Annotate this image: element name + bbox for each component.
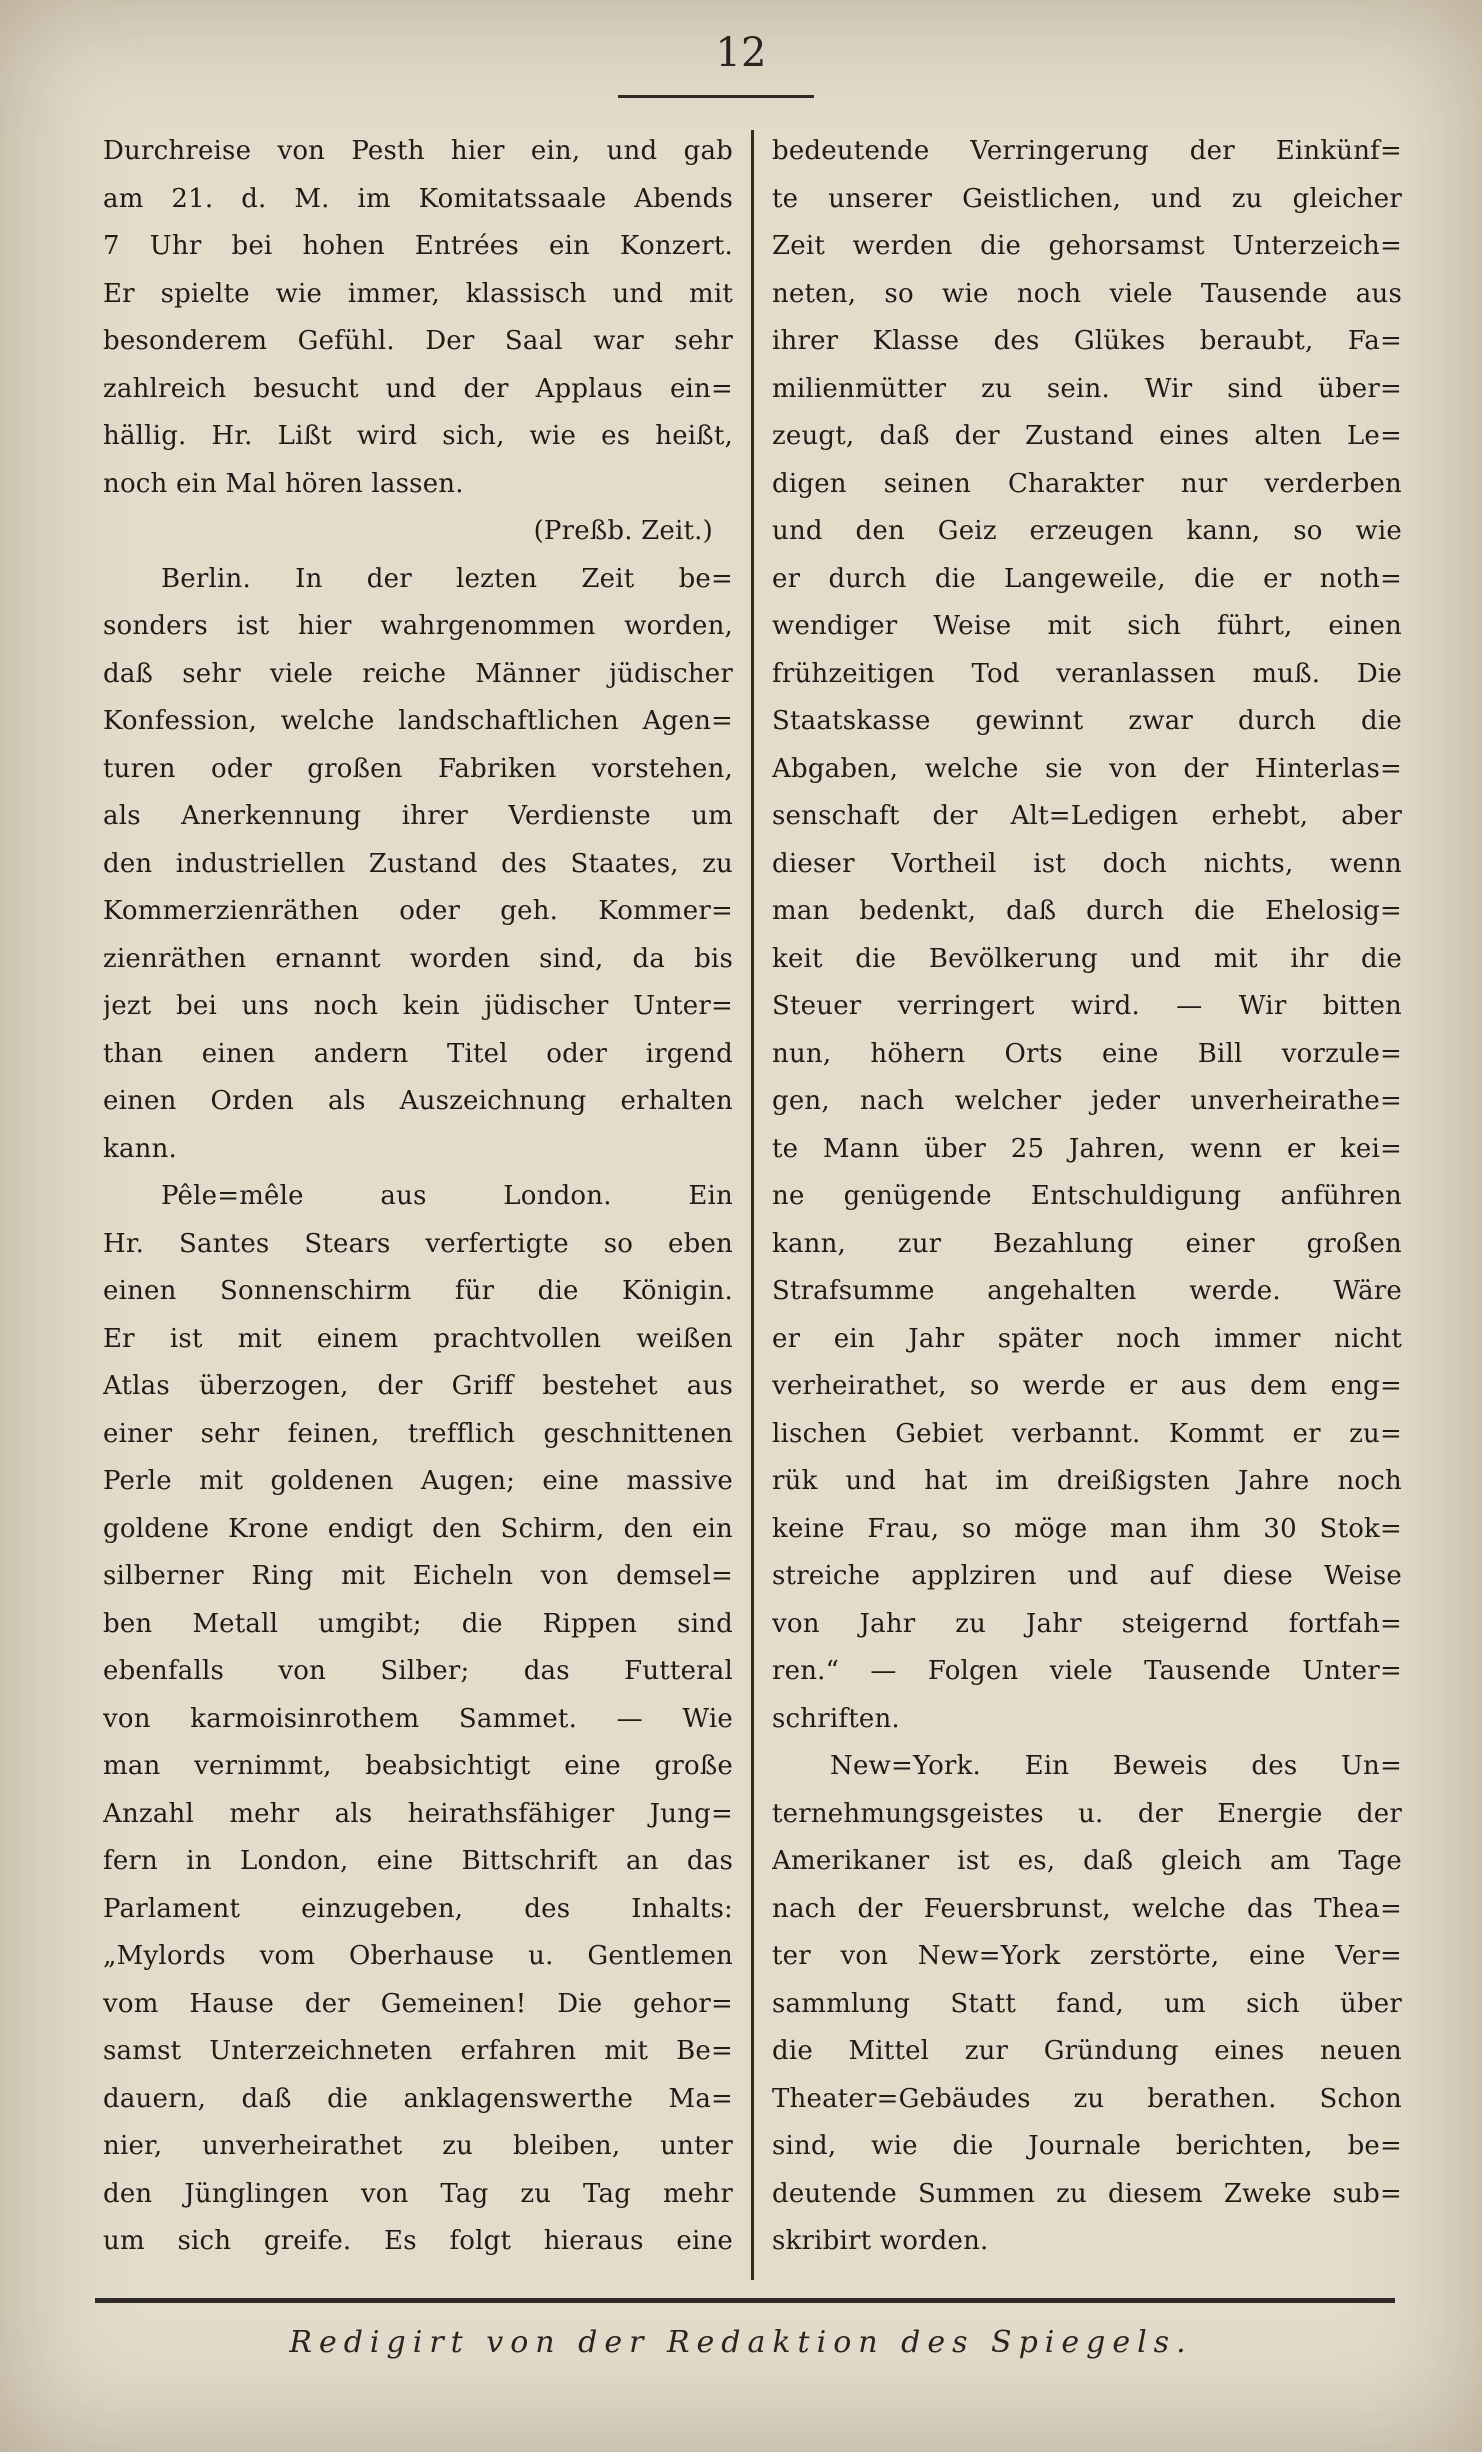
text-line: Berlin. In der lezten Zeit be= [161, 563, 733, 594]
column-divider [751, 130, 754, 2280]
text-line: kann. [103, 1133, 178, 1164]
text-line: Staatskasse gewinnt zwar durch die [772, 706, 1402, 736]
text-line: einen Sonnenschirm für die Königin. [103, 1276, 733, 1306]
text-line: nier, unverheirathet zu bleiben, unter [103, 2131, 733, 2161]
footer-imprint: Redigirt von der Redaktion des Spiegels. [289, 2325, 1193, 2360]
text-line: te Mann über 25 Jahren, wenn er kei= [772, 1133, 1402, 1164]
text-line: dieser Vortheil ist doch nichts, wenn [772, 848, 1402, 879]
text-line: als Anerkennung ihrer Verdienste um [103, 801, 733, 831]
text-line: Theater=Gebäudes zu berathen. Schon [772, 2083, 1402, 2114]
text-line: einen Orden als Auszeichnung erhalten [103, 1086, 733, 1116]
text-line: senschaft der Alt=Ledigen erhebt, aber [772, 801, 1402, 831]
text-line: Abgaben, welche sie von der Hinterlas= [772, 753, 1402, 784]
text-line: sind, wie die Journale berichten, be= [772, 2131, 1402, 2161]
text-line: samst Unterzeichneten erfahren mit Be= [103, 2036, 733, 2066]
text-line: Er spielte wie immer, klassisch und mit [103, 278, 733, 309]
text-line: den industriellen Zustand des Staates, zu [103, 848, 733, 879]
text-line: neten, so wie noch viele Tausende aus [772, 278, 1402, 309]
text-line: ternehmungsgeistes u. der Energie der [772, 1798, 1402, 1829]
text-line: wendiger Weise mit sich führt, einen [772, 611, 1402, 641]
text-line: ter von New=York zerstörte, eine Ver= [772, 1941, 1402, 1971]
text-line: fern in London, eine Bittschrift an das [103, 1846, 733, 1876]
text-line: silberner Ring mit Eicheln von demsel= [103, 1561, 733, 1591]
text-line: um sich greife. Es folgt hieraus eine [103, 2226, 733, 2256]
right-column [772, 128, 1402, 2266]
text-line: er ein Jahr später noch immer nicht [772, 1323, 1402, 1354]
text-line: rük und hat im dreißigsten Jahre noch [772, 1466, 1402, 1496]
header-rule [618, 95, 814, 98]
text-line: nach der Feuersbrunst, welche das Thea= [772, 1893, 1402, 1924]
text-line: und den Geiz erzeugen kann, so wie [772, 516, 1402, 546]
text-line: turen oder großen Fabriken vorstehen, [103, 753, 733, 784]
text-line: vom Hause der Gemeinen! Die gehor= [103, 1988, 733, 2019]
text-line: hällig. Hr. Lißt wird sich, wie es heißt, [103, 421, 733, 451]
left-column [103, 128, 733, 2266]
text-line: Kommerzienräthen oder geh. Kommer= [103, 896, 733, 926]
text-line: Strafsumme angehalten werde. Wäre [772, 1276, 1402, 1306]
text-line: von Jahr zu Jahr steigernd fortfah= [772, 1608, 1402, 1639]
text-line: von karmoisinrothem Sammet. — Wie [103, 1703, 733, 1734]
text-line: keit die Bevölkerung und mit ihr die [772, 943, 1402, 974]
text-line: frühzeitigen Tod veranlassen muß. Die [772, 658, 1402, 689]
text-line: man bedenkt, daß durch die Ehelosig= [772, 896, 1402, 926]
text-line: zienräthen ernannt worden sind, da bis [103, 943, 733, 974]
text-line: bedeutende Verringerung der Einkünf= [772, 136, 1402, 166]
text-line: jezt bei uns noch kein jüdischer Unter= [103, 991, 733, 1021]
text-line: nun, höhern Orts eine Bill vorzule= [772, 1038, 1402, 1069]
text-line: ebenfalls von Silber; das Futteral [103, 1656, 733, 1686]
text-line: Perle mit goldenen Augen; eine massive [103, 1466, 733, 1496]
text-line: lischen Gebiet verbannt. Kommt er zu= [772, 1418, 1402, 1449]
text-line: than einen andern Titel oder irgend [103, 1038, 733, 1069]
text-line: digen seinen Charakter nur verderben [772, 468, 1402, 499]
text-line: ihrer Klasse des Glükes beraubt, Fa= [772, 326, 1402, 356]
text-line: schriften. [772, 1703, 900, 1734]
text-line: besonderem Gefühl. Der Saal war sehr [103, 326, 733, 356]
text-line: goldene Krone endigt den Schirm, den ein [103, 1513, 733, 1544]
text-line: noch ein Mal hören lassen. [103, 468, 464, 499]
text-line: milienmütter zu sein. Wir sind über= [772, 373, 1402, 404]
text-line: sonders ist hier wahrgenommen worden, [103, 611, 733, 641]
footer-rule [95, 2298, 1395, 2303]
text-line: dauern, daß die anklagenswerthe Ma= [103, 2083, 733, 2114]
text-line: Konfession, welche landschaftlichen Agen= [103, 706, 733, 736]
text-line: man vernimmt, beabsichtigt eine große [103, 1751, 733, 1781]
text-line: Zeit werden die gehorsamst Unterzeich= [772, 231, 1402, 261]
text-line: keine Frau, so möge man ihm 30 Stok= [772, 1513, 1402, 1544]
text-line: streiche applziren und auf diese Weise [772, 1561, 1402, 1591]
text-line: den Jünglingen von Tag zu Tag mehr [103, 2178, 733, 2209]
text-line: (Preßb. Zeit.) [533, 516, 713, 546]
text-line: New=York. Ein Beweis des Un= [830, 1751, 1402, 1781]
text-line: ren.“ — Folgen viele Tausende Unter= [772, 1656, 1402, 1686]
text-line: ne genügende Entschuldigung anführen [772, 1181, 1402, 1211]
text-line: te unserer Geistlichen, und zu gleicher [772, 183, 1402, 214]
text-line: zahlreich besucht und der Applaus ein= [103, 373, 733, 404]
text-line: er durch die Langeweile, die er noth= [772, 563, 1402, 594]
text-line: skribirt worden. [772, 2226, 989, 2256]
text-line: daß sehr viele reiche Männer jüdischer [103, 658, 733, 689]
text-line: die Mittel zur Gründung eines neuen [772, 2036, 1402, 2066]
text-line: kann, zur Bezahlung einer großen [772, 1228, 1402, 1259]
text-line: Er ist mit einem prachtvollen weißen [103, 1323, 733, 1354]
text-line: zeugt, daß der Zustand eines alten Le= [772, 421, 1402, 451]
text-line: Hr. Santes Stears verfertigte so eben [103, 1228, 733, 1259]
text-line: verheirathet, so werde er aus dem eng= [772, 1371, 1402, 1401]
text-line: Durchreise von Pesth hier ein, und gab [103, 136, 733, 166]
text-line: Atlas überzogen, der Griff bestehet aus [103, 1371, 733, 1401]
text-line: Parlament einzugeben, des Inhalts: [103, 1893, 733, 1924]
text-line: einer sehr feinen, trefflich geschnittenen [103, 1418, 733, 1449]
text-line: ben Metall umgibt; die Rippen sind [103, 1608, 733, 1639]
text-line: Pêle=mêle aus London. Ein [161, 1181, 733, 1211]
text-line: gen, nach welcher jeder unverheirathe= [772, 1086, 1402, 1116]
text-line: Anzahl mehr als heirathsfähiger Jung= [103, 1798, 733, 1829]
page-number: 12 [715, 30, 767, 76]
text-line: Amerikaner ist es, daß gleich am Tage [772, 1846, 1402, 1876]
text-line: sammlung Statt fand, um sich über [772, 1988, 1402, 2019]
text-line: deutende Summen zu diesem Zweke sub= [772, 2178, 1402, 2209]
text-line: am 21. d. M. im Komitatssaale Abends [103, 183, 733, 214]
text-line: 7 Uhr bei hohen Entrées ein Konzert. [103, 231, 733, 261]
text-line: „Mylords vom Oberhause u. Gentlemen [103, 1941, 733, 1971]
text-line: Steuer verringert wird. — Wir bitten [772, 991, 1402, 1021]
